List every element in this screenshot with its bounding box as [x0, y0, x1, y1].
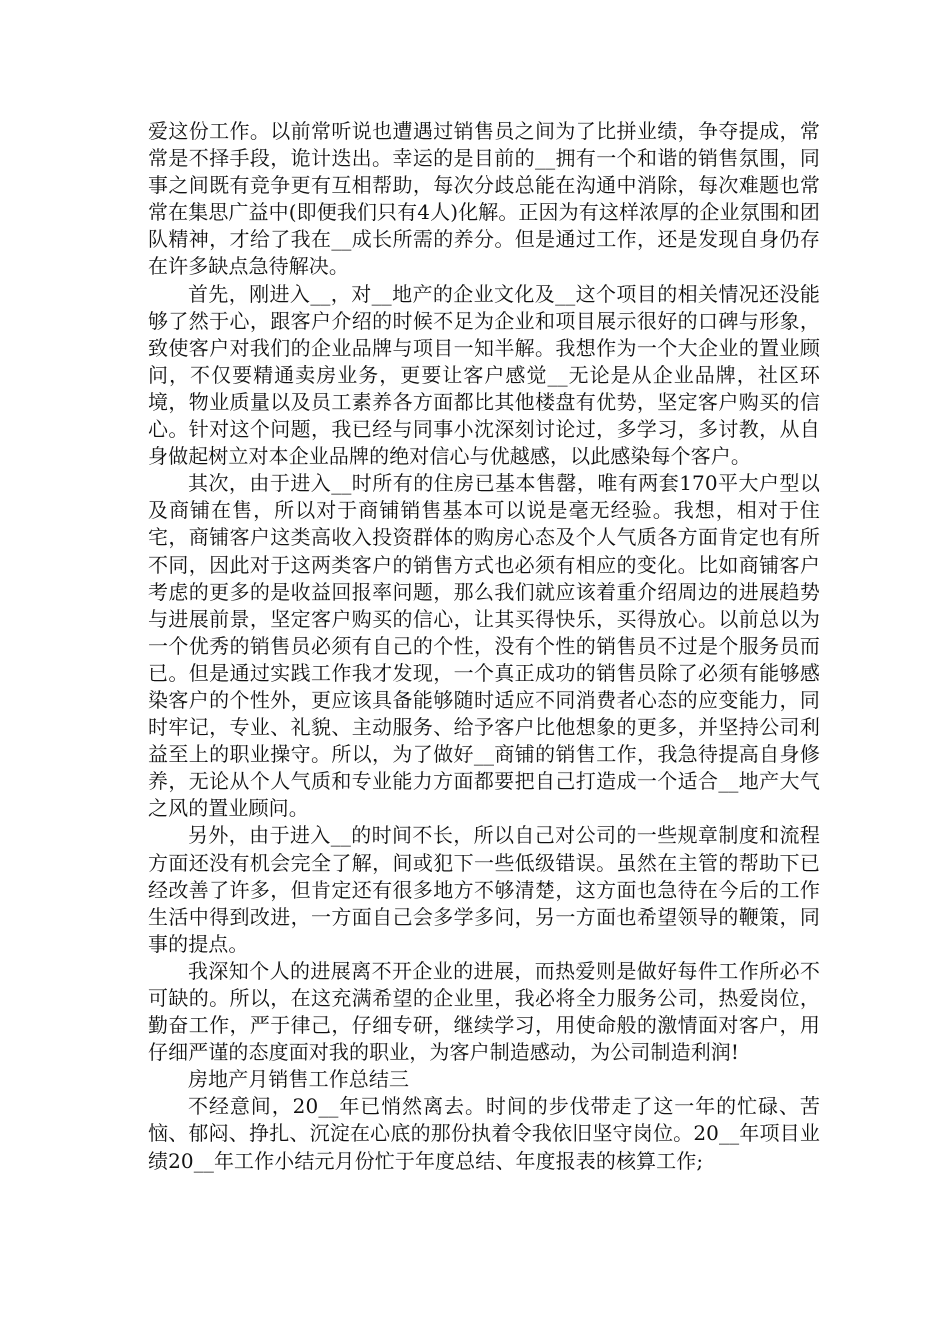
- paragraph-first-point: 首先，刚进入__，对__地产的企业文化及__这个项目的相关情况还没能够了然于心，跟客户介绍的时候不足为企业和项目展示很好的口碑与形象，致使客户对我们的企业品牌与项目一知半解。我想作为一个大企业的置业顾问，不仅要精通卖房业务，更要让客户感觉__无论是从企业品牌，社区环境，物业质量以及员工素养各方面都比其他楼盘有优势，坚定客户购买的信心。针对这个问题，我已经与同事小沈深刻讨论过，多学习，多讨教，从自身做起树立对本企业品牌的绝对信心与优越感，以此感染每个客户。: [148, 281, 820, 469]
- paragraph-third-point: 另外，由于进入__的时间不长，所以自己对公司的一些规章制度和流程方面还没有机会完全了解，间或犯下一些低级错误。虽然在主管的帮助下已经改善了许多，但肯定还有很多地方不够清楚，这方面也急待在今后的工作生活中得到改进，一方面自己会多学多问，另一方面也希望领导的鞭策，同事的提点。: [148, 823, 820, 956]
- document-body: [148, 118, 820, 1175]
- paragraph-second-point: 其次，由于进入__时所有的住房已基本售罄，唯有两套170平大户型以及商铺在售，所以对于商铺销售基本可以说是毫无经验。我想，相对于住宅，商铺客户这类高收入投资群体的购房心态及个人气质各方面肯定也有所不同，因此对于这两类客户的销售方式也必须有相应的变化。比如商铺客户考虑的更多的是收益回报率问题，那么我们就应该着重介绍周边的进展趋势与进展前景，坚定客户购买的信心，让其买得快乐，买得放心。以前总以为一个优秀的销售员必须有自己的个性，没有个性的销售员不过是个服务员而已。但是通过实践工作我才发现，一个真正成功的销售员除了必须有能够感染客户的个性外，更应该具备能够随时适应不同消费者心态的应变能力，同时牢记，专业、礼貌、主动服务、给予客户比他想象的更多，并坚持公司利益至上的职业操守。所以，为了做好__商铺的销售工作，我急待提高自身修养，无论从个人气质和专业能力方面都要把自己打造成一个适合__地产大气之风的置业顾问。: [148, 471, 820, 821]
- section-heading: 房地产月销售工作总结三: [188, 1067, 410, 1092]
- paragraph-conclusion: 我深知个人的进展离不开企业的进展，而热爱则是做好每件工作所必不可缺的。所以，在这充满希望的企业里，我必将全力服务公司，热爱岗位，勤奋工作，严于律己，仔细专研，继续学习，用使命般的激情面对客户，用仔细严谨的态度面对我的职业，为客户制造感动，为公司制造利润!: [148, 958, 820, 1065]
- paragraph-section-three: 不经意间，20__年已悄然离去。时间的步伐带走了这一年的忙碌、苦恼、郁闷、挣扎、沉淀在心底的那份执着令我依旧坚守岗位。20__年项目业绩20__年工作小结元月份忙于年度总结、年度报表的核算工作;: [148, 1094, 820, 1173]
- paragraph-continuation: 爱这份工作。以前常听说也遭遇过销售员之间为了比拼业绩，争夺提成，常常是不择手段，诡计迭出。幸运的是目前的__拥有一个和谐的销售氛围，同事之间既有竞争更有互相帮助，每次分歧总能在沟通中消除，每次难题也常常在集思广益中(即便我们只有4人)化解。正因为有这样浓厚的企业氛围和团队精神，才给了我在__成长所需的养分。但是通过工作，还是发现自身仍存在许多缺点急待解决。: [148, 119, 820, 279]
